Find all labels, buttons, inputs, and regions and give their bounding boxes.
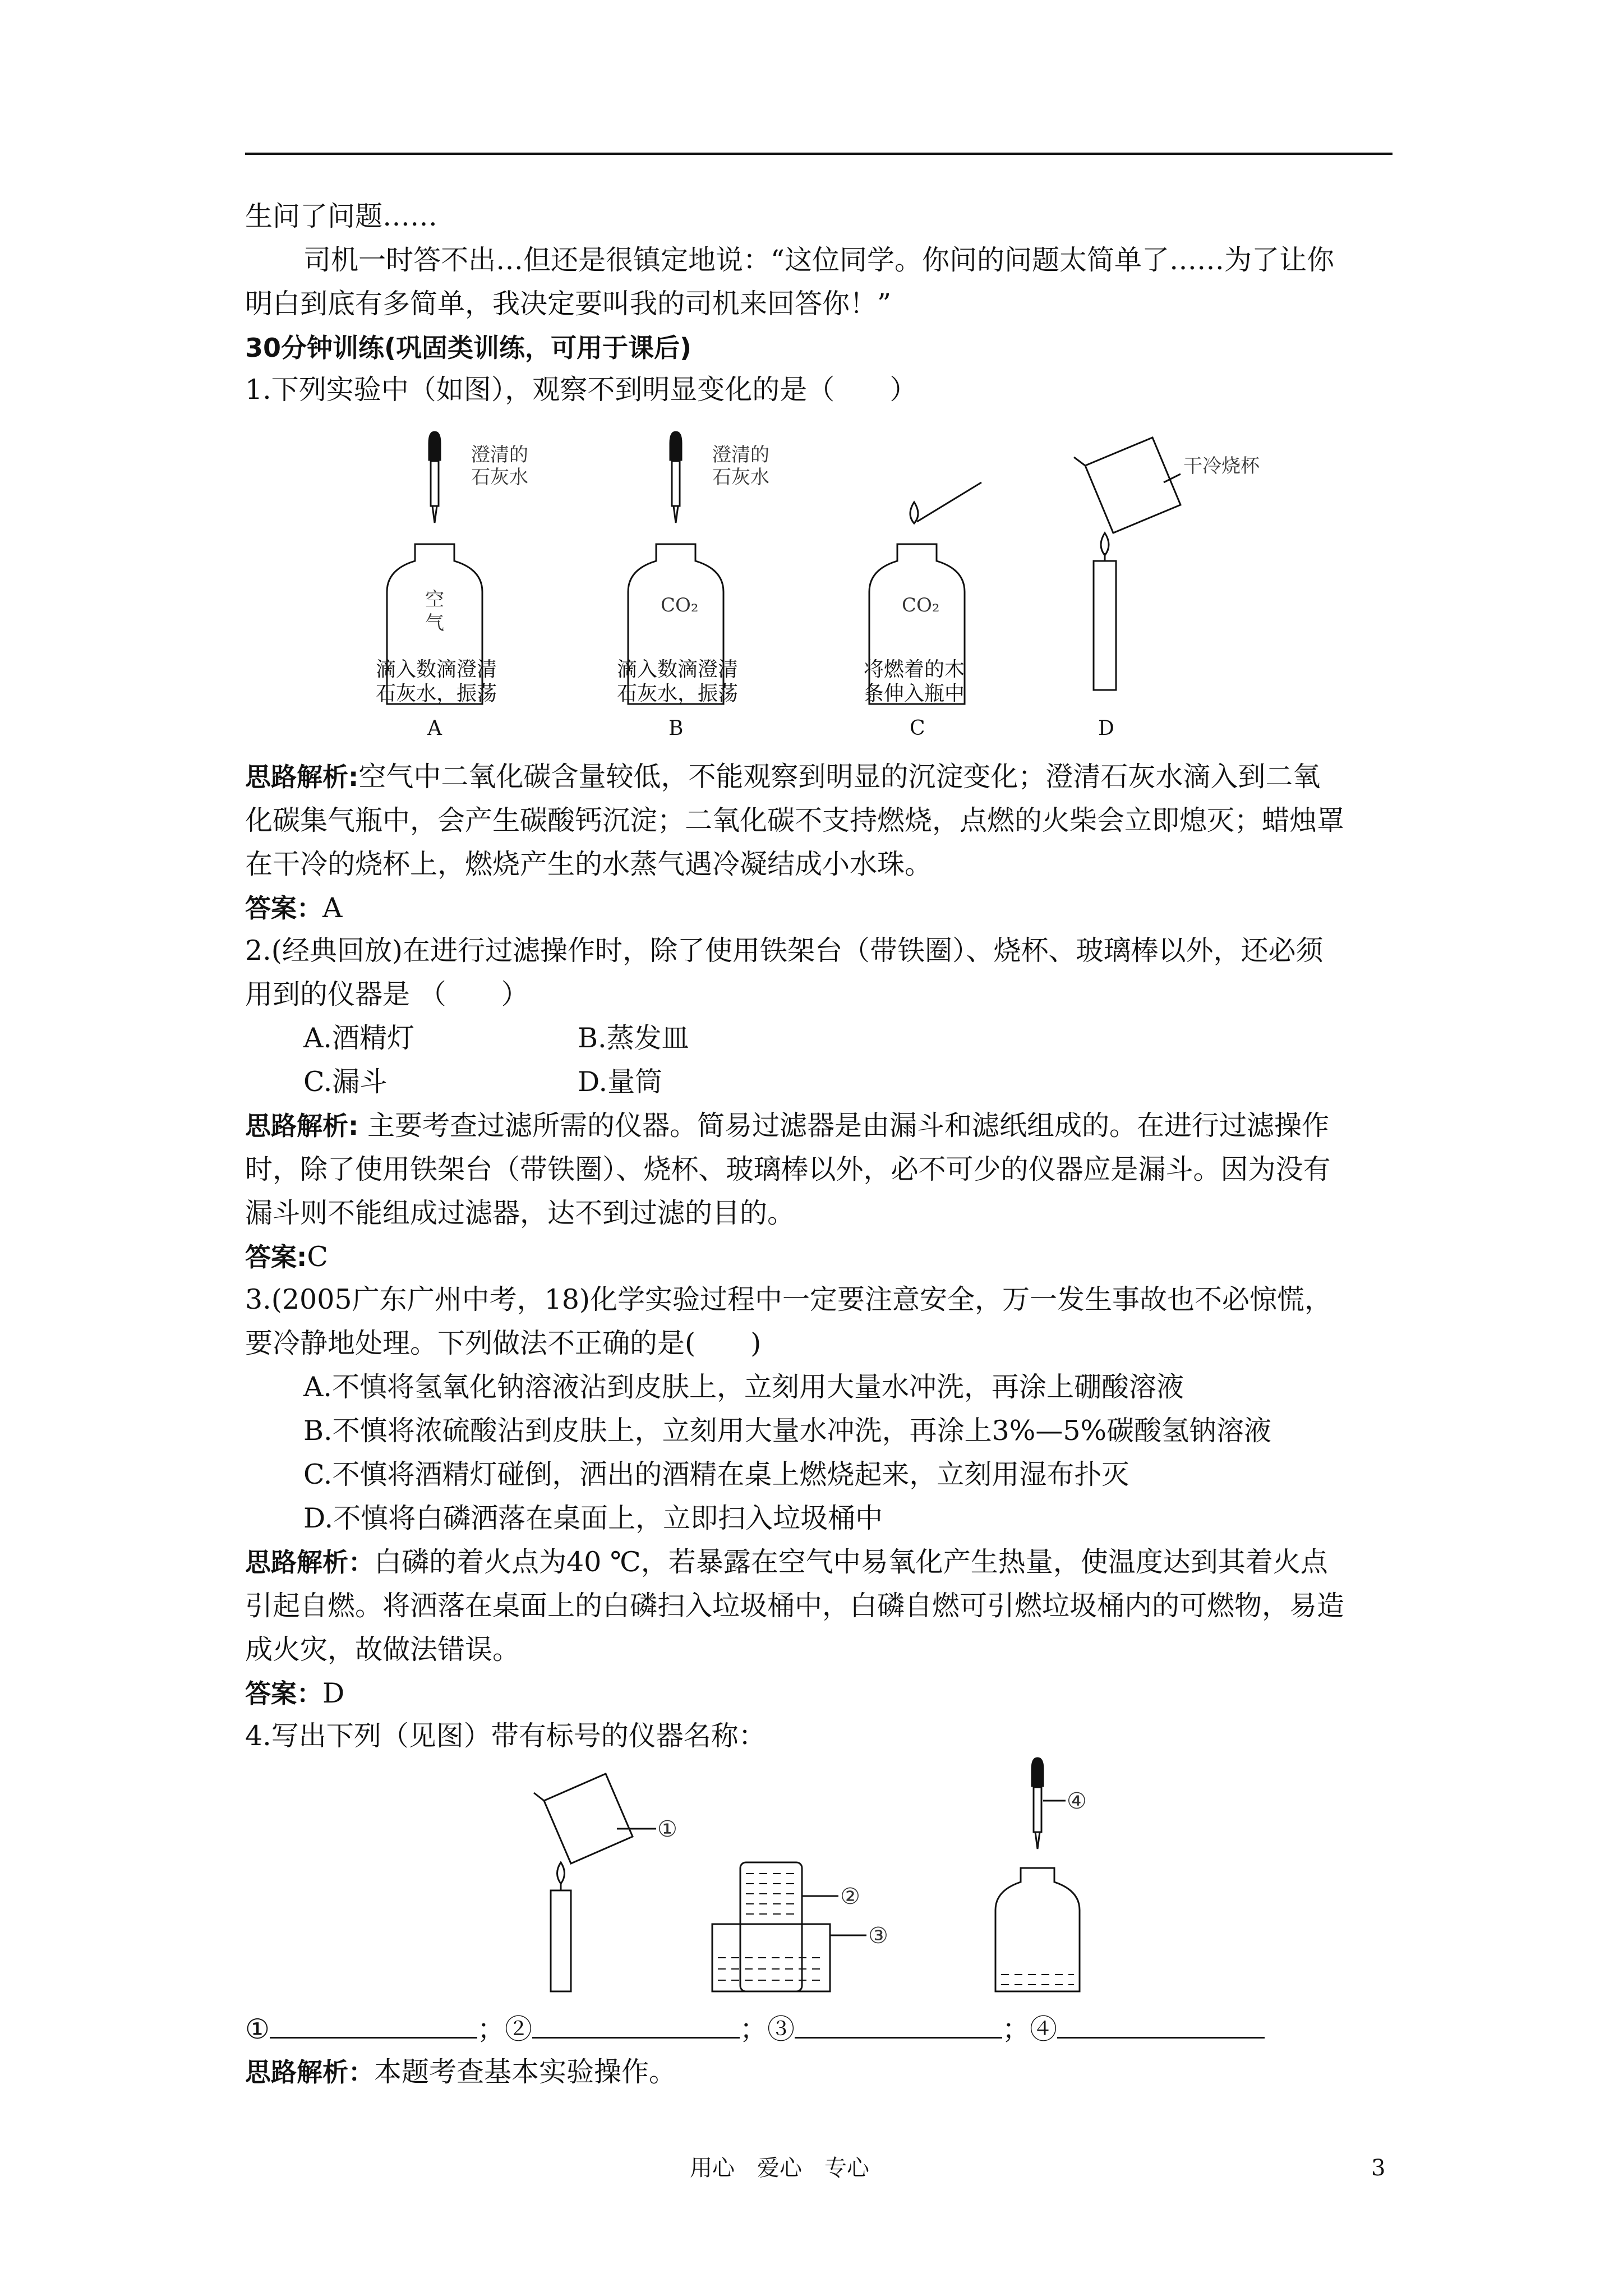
option-3b: B.不慎将浓硫酸沾到皮肤上，立刻用大量水冲洗，再涂上3%—5%碳酸氢钠溶液 — [303, 1415, 1272, 1447]
analysis-label: 思路解析: — [245, 762, 359, 792]
dropper-tube-b — [672, 461, 680, 506]
question-3-line2: 要冷静地处理。下列做法不正确的是( ) — [245, 1327, 762, 1359]
beaker-d — [1074, 438, 1181, 533]
answer-2: 答案:C — [245, 1241, 328, 1273]
footer-motto: 用心 爱心 专心 — [690, 2155, 869, 2181]
option-2d: D.量筒 — [578, 1066, 663, 1098]
blank-3[interactable] — [795, 2013, 1002, 2039]
analysis-2-line3: 漏斗则不能组成过滤器，达不到过滤的目的。 — [245, 1197, 795, 1229]
caption-c1: 将燃着的木 — [864, 658, 965, 681]
dropper-bulb-b — [670, 432, 681, 460]
dropper-bulb-a — [429, 432, 440, 460]
question-2-line1: 2.(经典回放)在进行过滤操作时，除了使用铁架台（带铁圈）、烧杯、玻璃棒以外，还必须 — [245, 935, 1324, 967]
bottle-a-text1: 空 — [425, 588, 444, 611]
caption-b1: 滴入数滴澄清 — [617, 658, 739, 681]
flame-c — [910, 502, 918, 523]
caption-c2: 条伸入瓶中 — [864, 682, 965, 705]
analysis-1-line3: 在干冷的烧杯上，燃烧产生的水蒸气遇冷凝结成小水珠。 — [245, 848, 933, 880]
option-2c: C.漏斗 — [303, 1066, 388, 1098]
option-3c: C.不慎将酒精灯碰倒，洒出的酒精在桌上燃烧起来，立刻用湿布扑灭 — [303, 1458, 1129, 1490]
option-2b: B.蒸发皿 — [578, 1022, 689, 1054]
text-line: 明白到底有多简单，我决定要叫我的司机来回答你！” — [245, 288, 892, 320]
label-limewater-a1: 澄清的 — [471, 444, 528, 466]
figure-2-instruments — [527, 1756, 1144, 2003]
bottle-c-text: CO₂ — [902, 594, 940, 616]
dropper-bulb — [1032, 1758, 1043, 1786]
reagent-bottle — [995, 1868, 1080, 1991]
blank-1[interactable] — [270, 2013, 477, 2039]
section-heading: 30分钟训练(巩固类训练，可用于课后) — [245, 333, 692, 363]
option-2a: A.酒精灯 — [303, 1022, 414, 1054]
text-line: 生问了问题…… — [245, 200, 438, 232]
text-line: 司机一时答不出…但还是很镇定地说：“这位同学。你问的问题太简单了……为了让你 — [303, 244, 1335, 276]
header-rule — [245, 153, 1393, 155]
label-limewater-a2: 石灰水 — [471, 466, 528, 489]
marker-1: ① — [657, 1816, 677, 1842]
caption-b2: 石灰水，振荡 — [617, 682, 739, 705]
caption-a2: 石灰水，振荡 — [376, 682, 497, 705]
analysis-3-line3: 成火灾，故做法错误。 — [245, 1634, 520, 1665]
option-3d: D.不慎将白磷洒落在桌面上，立即扫入垃圾桶中 — [303, 1502, 883, 1534]
question-1: 1.下列实验中（如图），观察不到明显变化的是（ ） — [245, 374, 917, 406]
bottle-a-text2: 气 — [425, 612, 444, 634]
marker-4: ④ — [1067, 1788, 1087, 1814]
flame-d — [1101, 533, 1109, 555]
marker-3: ③ — [868, 1923, 888, 1949]
figure-1-experiments — [359, 421, 1324, 757]
flame — [557, 1862, 565, 1884]
answer-3: 答案：D — [245, 1677, 345, 1709]
analysis-2-line2: 时，除了使用铁架台（带铁圈）、烧杯、玻璃棒以外，必不可少的仪器应是漏斗。因为没有 — [245, 1153, 1331, 1185]
letter-a: A — [427, 717, 442, 740]
wooden-splint — [917, 482, 981, 522]
blank-2[interactable] — [532, 2013, 740, 2039]
analysis-1-line1: 思路解析:空气中二氧化碳含量较低，不能观察到明显的沉淀变化；澄清石灰水滴入到二氧 — [245, 761, 1321, 793]
letter-c: C — [910, 717, 925, 740]
question-2-line2: 用到的仪器是 （ ） — [245, 978, 529, 1010]
beaker-1 — [534, 1774, 633, 1864]
bottle-b-text: CO₂ — [661, 594, 699, 616]
page-number: 3 — [1371, 2155, 1386, 2181]
answer-blanks: ① ；② ；③ ；④ — [245, 2013, 1265, 2046]
beaker-label: 干冷烧杯 — [1183, 455, 1260, 477]
label-limewater-b1: 澄清的 — [712, 444, 769, 466]
dropper-tube-a — [431, 461, 439, 506]
analysis-4: 思路解析：本题考查基本实验操作。 — [245, 2056, 677, 2088]
marker-2: ② — [840, 1884, 860, 1910]
letter-d: D — [1098, 717, 1114, 740]
candle-d — [1094, 561, 1116, 690]
analysis-1-line2: 化碳集气瓶中，会产生碳酸钙沉淀；二氧化碳不支持燃烧，点燃的火柴会立即熄灭；蜡烛罩 — [245, 804, 1345, 836]
option-3a: A.不慎将氢氧化钠溶液沾到皮肤上，立刻用大量水冲洗，再涂上硼酸溶液 — [303, 1371, 1184, 1403]
question-4: 4.写出下列（见图）带有标号的仪器名称： — [245, 1720, 766, 1752]
answer-1: 答案：A — [245, 892, 343, 924]
blank-4[interactable] — [1057, 2013, 1265, 2039]
letter-b: B — [668, 717, 684, 740]
analysis-3-line1: 思路解析：白磷的着火点为40 ℃，若暴露在空气中易氧化产生热量，使温度达到其着火点 — [245, 1546, 1328, 1578]
candle — [551, 1890, 571, 1991]
dropper-tube — [1034, 1787, 1041, 1832]
analysis-2-line1: 思路解析: 主要考查过滤所需的仪器。简易过滤器是由漏斗和滤纸组成的。在进行过滤操作 — [245, 1110, 1329, 1142]
analysis-3-line2: 引起自燃。将洒落在桌面上的白磷扫入垃圾桶中，白磷自燃可引燃垃圾桶内的可燃物，易造 — [245, 1590, 1345, 1622]
gas-jar — [740, 1862, 802, 1991]
caption-a1: 滴入数滴澄清 — [376, 658, 497, 681]
question-3-line1: 3.(2005广东广州中考，18)化学实验过程中一定要注意安全，万一发生事故也不必惊慌， — [245, 1283, 1332, 1315]
label-limewater-b2: 石灰水 — [712, 466, 769, 489]
